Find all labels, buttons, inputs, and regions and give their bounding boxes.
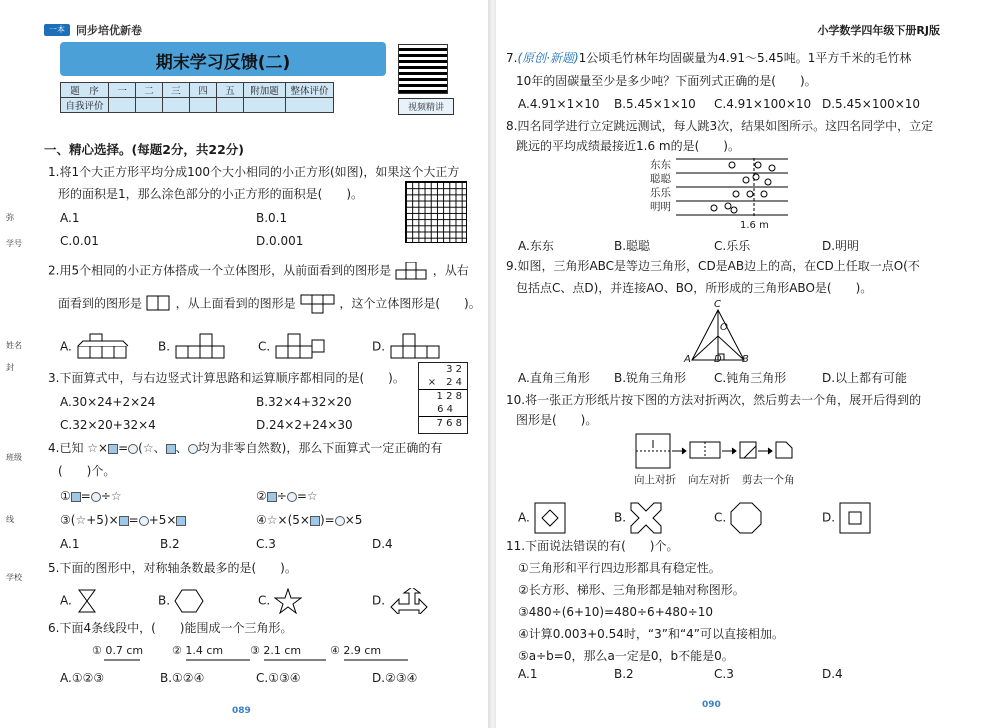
q2-option-b[interactable] (158, 332, 232, 362)
q4-statement-4: ④☆×(5× )= ×5 (256, 513, 363, 527)
option-label: D. (822, 510, 836, 525)
eval-cell[interactable] (286, 98, 334, 113)
q6-option[interactable]: B.①②④ (160, 671, 205, 685)
q1-option[interactable]: D.0.001 (256, 234, 304, 248)
jump-results-diagram (676, 158, 792, 220)
q11-option[interactable]: C.3 (714, 667, 734, 681)
eval-header: 题 序 (61, 83, 109, 98)
q4-statement-2: ② ÷ =☆ (256, 489, 318, 503)
square-icon (119, 516, 129, 526)
page-title: 期末学习反馈(二) (155, 53, 291, 73)
eval-cell[interactable] (136, 98, 163, 113)
q8-option[interactable]: A.东东 (518, 239, 554, 253)
calc-line: 6 4 (419, 403, 467, 417)
square-hole-icon (839, 502, 871, 534)
q5-option-c[interactable] (258, 588, 302, 614)
q3-line1: 3.下面算式中，与右边竖式计算思路和运算顺序都相同的是( )。 (48, 371, 405, 385)
q2-option-d[interactable] (372, 332, 447, 362)
q1-option[interactable]: A.1 (60, 211, 80, 225)
segment-lines (90, 656, 410, 664)
hexagon-shape-icon (174, 588, 204, 614)
q11-statement: ③480÷(6+10)=480÷6+480÷10 (518, 605, 713, 619)
q6-option[interactable]: A.①②③ (60, 671, 105, 685)
q4-option[interactable]: C.3 (256, 537, 276, 551)
option-label: C. (714, 510, 727, 525)
q11-option[interactable]: B.2 (614, 667, 634, 681)
side-label: 学号 (6, 239, 22, 248)
star-icon: ☆ (142, 441, 154, 455)
q6-line1: 6.下面4条线段中，( )能围成一个三角形。 (48, 621, 293, 635)
q8-option[interactable]: C.乐乐 (714, 239, 751, 253)
q9-option[interactable]: A.直角三角形 (518, 371, 590, 385)
eval-cell[interactable] (109, 98, 136, 113)
circle-icon (287, 492, 297, 502)
cube-figure-icon (174, 332, 232, 362)
eval-header: 附加题 (244, 83, 286, 98)
q9-option[interactable]: C.钝角三角形 (714, 371, 787, 385)
option-label: B. (614, 510, 627, 525)
student-name: 东东 (650, 159, 671, 171)
qr-label: 视频精讲 (398, 98, 454, 115)
cube-figure-icon (389, 332, 447, 362)
q8-line2: 跳远的平均成绩最接近1.6 m的是( )。 (516, 139, 740, 153)
fold-step: 剪去一个角 (742, 474, 795, 486)
q10-option-a[interactable] (518, 502, 566, 534)
side-label: 姓名 (6, 341, 22, 350)
segment-label: ② 1.4 cm (172, 644, 224, 657)
q3-option[interactable]: C.32×20+32×4 (60, 418, 156, 432)
square-icon (267, 492, 277, 502)
eval-header: 二 (136, 83, 163, 98)
point-label: B (742, 354, 749, 365)
calc-line: 3 2 (446, 364, 462, 375)
q10-option-c[interactable] (714, 502, 762, 534)
q4-line2: ( )个。 (58, 464, 116, 478)
q7-line1 (506, 50, 911, 66)
hourglass-shape-icon (76, 588, 98, 614)
eval-header: 一 (109, 83, 136, 98)
square-icon (166, 444, 176, 454)
q7-option[interactable]: D.5.45×100×10 (822, 97, 921, 111)
qr-code-icon (398, 44, 448, 94)
x-shape-icon (630, 502, 662, 534)
student-name: 聪聪 (650, 173, 671, 185)
student-name: 乐乐 (650, 187, 671, 199)
q8-option[interactable]: D.明明 (822, 239, 860, 253)
circle-icon (139, 516, 149, 526)
option-label: C. (258, 339, 271, 354)
cube-figure-icon (274, 332, 332, 362)
q4-option[interactable]: B.2 (160, 537, 180, 551)
q5-option-a[interactable] (60, 588, 98, 614)
eval-cell[interactable] (217, 98, 244, 113)
q9-line1: 9.如图，三角形ABC是等边三角形，CD是AB边上的高，在CD上任取一点O(不 (506, 259, 920, 273)
num-label: ③ (60, 513, 71, 527)
q11-line1: 11.下面说法错误的有( )个。 (506, 539, 679, 553)
q7-option[interactable]: A.4.91×1×10 (518, 97, 600, 111)
star-icon: ☆ (75, 513, 87, 527)
point-label: D (714, 354, 722, 365)
q3-option[interactable]: D.24×2+24×30 (256, 418, 353, 432)
option-label: C. (258, 593, 271, 608)
q7-option[interactable]: C.4.91×100×10 (714, 97, 812, 111)
q11-option[interactable]: D.4 (822, 667, 843, 681)
q11-statement: ⑤a÷b=0，那么a一定是0，b不能是0。 (518, 649, 734, 663)
calc-line: 7 6 8 (436, 418, 462, 429)
front-view-icon (395, 262, 429, 280)
calc-line: 1 2 8 (436, 391, 462, 402)
q7-line2: 10年的固碳量至少是多少吨？下面列式正确的是( )。 (516, 74, 817, 88)
q2-line1 (48, 262, 469, 280)
square-icon (108, 444, 118, 454)
eval-header: 三 (163, 83, 190, 98)
q7-tag: (原创·新题) (517, 51, 579, 65)
square-diamond-icon (534, 502, 566, 534)
hundred-grid-figure (405, 181, 467, 243)
eval-header: 四 (190, 83, 217, 98)
q4-statement-3: ③(☆+5)× = +5× (60, 512, 186, 528)
q11-statement: ②长方形、梯形、三角形都是轴对称图形。 (518, 583, 745, 597)
q7-num: 7. (506, 51, 518, 65)
arrows-shape-icon (389, 588, 429, 614)
q5-line1: 5.下面的图形中，对称轴条数最多的是( )。 (48, 561, 297, 575)
q2-option-a[interactable] (60, 332, 134, 362)
eval-cell[interactable] (163, 98, 190, 113)
q4-statement-1: ① = ÷☆ (60, 489, 122, 503)
eval-cell[interactable] (190, 98, 217, 113)
segment-label: ① 0.7 cm (92, 644, 144, 657)
q7-option[interactable]: B.5.45×1×10 (614, 97, 696, 111)
cube-figure-icon (76, 332, 134, 362)
q1-option[interactable]: C.0.01 (60, 234, 99, 248)
option-label: B. (158, 593, 171, 608)
q11-statement: ①三角形和平行四边形都具有稳定性。 (518, 561, 721, 575)
option-label: A. (60, 339, 72, 354)
side-label: 封 (6, 363, 14, 372)
square-icon (71, 492, 81, 502)
right-page (496, 0, 1000, 728)
q10-line1: 10.将一张正方形纸片按下图的方法对折两次，然后剪去一个角，展开后得到的 (506, 393, 922, 407)
q10-line2: 图形是( )。 (516, 413, 598, 427)
q8-line1: 8.四名同学进行立定跳远测试，每人跳3次，结果如图所示。这四名同学中，立定 (506, 119, 934, 133)
side-label: 班级 (6, 453, 22, 462)
segment-label: ③ 2.1 cm (250, 644, 302, 657)
q4-text: ( (138, 441, 143, 455)
side-label: 线 (6, 515, 14, 524)
q7-text: 1公顷毛竹林年均固碳量为4.91～5.45吨。1平方千米的毛竹林 (578, 51, 912, 65)
book-title: 小学数学四年级下册RJ版 (817, 24, 940, 37)
q1-line1: 1.将1个大正方形平均分成100个大小相同的小正方形(如图)，如果这个大正方 (48, 165, 460, 179)
q4-text: 4.已知 (48, 441, 84, 455)
q11-statement: ④计算0.003+0.54时，“3”和“4”可以直接相加。 (518, 627, 785, 641)
q6-option[interactable]: D.②③④ (372, 671, 418, 685)
brand (44, 22, 142, 38)
circle-icon (128, 444, 138, 454)
option-label: D. (372, 339, 386, 354)
fold-step: 向上对折 (634, 474, 676, 486)
mark-label: 1.6 m (740, 220, 769, 231)
q1-option[interactable]: B.0.1 (256, 211, 288, 225)
circle-icon (188, 444, 198, 454)
q3-option[interactable]: A.30×24+2×24 (60, 395, 156, 409)
q2-option-c[interactable] (258, 332, 332, 362)
point-label: C (714, 299, 721, 310)
square-icon (176, 516, 186, 526)
folding-steps-diagram (634, 432, 804, 470)
q5-option-d[interactable] (372, 588, 429, 614)
num-label: ② (256, 489, 267, 503)
eval-header: 五 (217, 83, 244, 98)
page-number-left: 089 (232, 706, 251, 716)
q3-option[interactable]: B.32×4+32×20 (256, 395, 352, 409)
section-heading: 一、精心选择。(每题2分，共22分) (44, 142, 245, 157)
right-view-icon (146, 295, 172, 313)
q2-text: 2.用5个相同的小正方体搭成一个立体图形，从前面看到的图形是 (48, 263, 392, 278)
title-banner (60, 42, 386, 76)
q8-names (650, 158, 671, 214)
circle-icon (335, 516, 345, 526)
option-label: A. (60, 593, 72, 608)
q2-text: 面看到的图形是 (58, 296, 143, 311)
q8-option[interactable]: B.聪聪 (614, 239, 651, 253)
q2-text: ，从上面看到的图形是 (175, 296, 296, 311)
q2-line2 (58, 294, 481, 314)
brand-logo: 一本 (44, 24, 70, 36)
page-number-right: 090 (702, 700, 721, 710)
option-label: D. (372, 593, 386, 608)
eval-cell[interactable] (244, 98, 286, 113)
q4-option[interactable]: D.4 (372, 537, 393, 551)
q5-option-b[interactable] (158, 588, 204, 614)
octagon-shape-icon (730, 502, 762, 534)
q10-option-d[interactable] (822, 502, 871, 534)
fold-step: 向左对折 (688, 474, 730, 486)
point-label: A (684, 354, 691, 365)
side-label: 学校 (6, 573, 22, 582)
star-icon: ☆ (266, 513, 278, 527)
q2-text: ，从右 (432, 263, 469, 278)
brand-name: 同步培优新卷 (76, 24, 142, 37)
star-icon: ☆ (87, 441, 99, 455)
q4-line1: 4.已知 ☆× = (☆、 、 均为非零自然数)，那么下面算式一定正确的有 (48, 441, 443, 455)
side-label: 弥 (6, 213, 14, 222)
vertical-calculation (418, 362, 468, 434)
q9-line2: 包括点C、点D)，并连接AO、BO，所形成的三角形ABO是( )。 (516, 281, 873, 295)
point-label: O (720, 322, 728, 333)
option-label: A. (518, 510, 530, 525)
q9-option[interactable]: D.以上都有可能 (822, 371, 908, 385)
evaluation-table (60, 82, 334, 113)
star-icon: ☆ (306, 489, 318, 503)
student-name: 明明 (650, 201, 671, 213)
q6-option[interactable]: C.①③④ (256, 671, 301, 685)
star-icon: ☆ (110, 489, 122, 503)
circle-icon (91, 492, 101, 502)
q2-text: ，这个立体图形是( )。 (339, 296, 481, 311)
left-page (0, 0, 490, 728)
q10-option-b[interactable] (614, 502, 662, 534)
num-label: ④ (256, 513, 267, 527)
segment-label: ④ 2.9 cm (330, 644, 382, 657)
q1-line2: 形的面积是1，那么涂色部分的小正方形的面积是( )。 (58, 187, 364, 201)
star-shape-icon (274, 588, 302, 614)
calc-line: × 2 4 (419, 376, 467, 390)
option-label: B. (158, 339, 171, 354)
q11-option[interactable]: A.1 (518, 667, 538, 681)
q4-option[interactable]: A.1 (60, 537, 80, 551)
q9-option[interactable]: B.锐角三角形 (614, 371, 687, 385)
eval-row-label: 自我评价 (61, 98, 109, 113)
num-label: ① (60, 489, 71, 503)
top-view-icon (300, 294, 336, 314)
eval-header: 整体评价 (286, 83, 334, 98)
square-icon (310, 516, 320, 526)
q4-text: 均为非零自然数)，那么下面算式一定正确的有 (197, 441, 443, 455)
